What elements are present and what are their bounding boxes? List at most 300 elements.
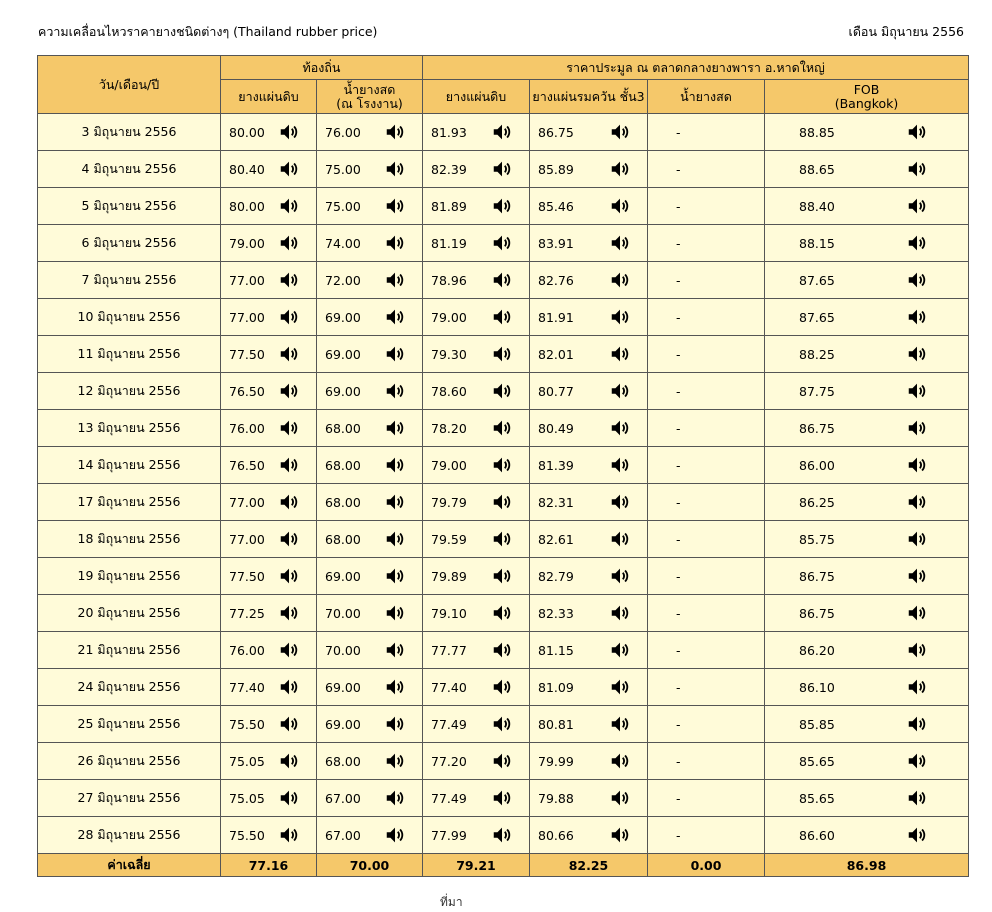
speaker-icon[interactable] <box>384 787 406 809</box>
local-sheet-cell-value: 80.40 <box>229 161 265 177</box>
fob-cell <box>765 484 969 521</box>
speaker-icon[interactable] <box>384 528 406 550</box>
local-sheet-cell-value: 77.50 <box>229 346 265 362</box>
auction-latex-cell-value: - <box>676 420 681 436</box>
auction-latex-cell-value: - <box>676 605 681 621</box>
local-latex-cell <box>317 558 423 595</box>
speaker-icon[interactable] <box>384 158 406 180</box>
speaker-icon[interactable] <box>491 195 513 217</box>
local-sheet-cell <box>221 780 317 817</box>
speaker-icon[interactable] <box>609 306 631 328</box>
fob-cell-value: 86.25 <box>799 494 835 510</box>
table-row <box>38 484 969 521</box>
speaker-icon[interactable] <box>278 232 300 254</box>
auction-sheet-cell <box>423 151 530 188</box>
local-latex-cell-value: 69.00 <box>325 568 361 584</box>
speaker-icon[interactable] <box>491 306 513 328</box>
auction-rss3-cell <box>530 336 648 373</box>
speaker-icon[interactable] <box>491 343 513 365</box>
local-sheet-cell <box>221 410 317 447</box>
speaker-icon[interactable] <box>278 269 300 291</box>
speaker-icon[interactable] <box>906 417 928 439</box>
local-latex-cell-value: 75.00 <box>325 161 361 177</box>
average-row <box>38 854 969 877</box>
table-row <box>38 669 969 706</box>
speaker-icon[interactable] <box>609 602 631 624</box>
fob-cell <box>765 743 969 780</box>
auction-rss3-cell-value: 81.15 <box>538 642 574 658</box>
auction-sheet-cell-value: 79.00 <box>431 457 467 473</box>
auction-rss3-cell <box>530 595 648 632</box>
local-latex-cell-value: 69.00 <box>325 716 361 732</box>
speaker-icon[interactable] <box>384 232 406 254</box>
header-fob-line1: FOB <box>853 81 880 97</box>
fob-cell-value: 86.60 <box>799 827 835 843</box>
speaker-icon[interactable] <box>278 491 300 513</box>
local-latex-cell-value: 67.00 <box>325 790 361 806</box>
auction-sheet-cell <box>423 706 530 743</box>
local-latex-cell <box>317 225 423 262</box>
speaker-icon[interactable] <box>906 121 928 143</box>
auction-latex-cell-value: - <box>676 753 681 769</box>
speaker-icon[interactable] <box>491 491 513 513</box>
speaker-icon[interactable] <box>278 343 300 365</box>
fob-cell <box>765 262 969 299</box>
speaker-icon[interactable] <box>384 676 406 698</box>
speaker-icon[interactable] <box>278 195 300 217</box>
speaker-icon[interactable] <box>906 676 928 698</box>
auction-latex-cell <box>648 706 765 743</box>
header-fob <box>765 80 969 114</box>
table-row <box>38 373 969 410</box>
auction-latex-cell <box>648 114 765 151</box>
auction-rss3-cell-value: 82.79 <box>538 568 574 584</box>
speaker-icon[interactable] <box>278 528 300 550</box>
auction-latex-cell <box>648 632 765 669</box>
local-sheet-cell <box>221 225 317 262</box>
speaker-icon[interactable] <box>906 713 928 735</box>
fob-cell-value: 88.65 <box>799 161 835 177</box>
auction-sheet-cell <box>423 410 530 447</box>
row-date: 12 มิถุนายน 2556 <box>38 373 221 410</box>
speaker-icon[interactable] <box>384 824 406 846</box>
local-latex-cell <box>317 484 423 521</box>
speaker-icon[interactable] <box>278 602 300 624</box>
auction-latex-cell-value: - <box>676 346 681 362</box>
average-auction-rss3: 82.25 <box>530 854 648 877</box>
auction-latex-cell <box>648 262 765 299</box>
auction-latex-cell-value: - <box>676 383 681 399</box>
fob-cell <box>765 114 969 151</box>
auction-latex-cell-value: - <box>676 679 681 695</box>
fob-cell <box>765 373 969 410</box>
header-local-latex <box>317 80 423 114</box>
speaker-icon[interactable] <box>609 824 631 846</box>
speaker-icon[interactable] <box>491 158 513 180</box>
speaker-icon[interactable] <box>491 565 513 587</box>
auction-rss3-cell-value: 82.01 <box>538 346 574 362</box>
speaker-icon[interactable] <box>609 195 631 217</box>
header-fob-line2: (Bangkok) <box>834 95 899 111</box>
fob-cell-value: 85.65 <box>799 753 835 769</box>
average-local-sheet: 77.16 <box>221 854 317 877</box>
speaker-icon[interactable] <box>384 343 406 365</box>
speaker-icon[interactable] <box>384 602 406 624</box>
table-row <box>38 225 969 262</box>
speaker-icon[interactable] <box>278 158 300 180</box>
local-latex-cell-value: 68.00 <box>325 494 361 510</box>
fob-cell-value: 88.15 <box>799 235 835 251</box>
speaker-icon[interactable] <box>609 676 631 698</box>
local-latex-cell-value: 69.00 <box>325 309 361 325</box>
local-sheet-cell <box>221 669 317 706</box>
header-auction-rss3: ยางแผ่นรมควัน ชั้น3 <box>530 80 648 114</box>
speaker-icon[interactable] <box>491 713 513 735</box>
local-sheet-cell-value: 75.50 <box>229 827 265 843</box>
speaker-icon[interactable] <box>906 380 928 402</box>
speaker-icon[interactable] <box>609 269 631 291</box>
auction-sheet-cell-value: 78.20 <box>431 420 467 436</box>
local-latex-cell <box>317 780 423 817</box>
speaker-icon[interactable] <box>278 454 300 476</box>
fob-cell <box>765 521 969 558</box>
auction-rss3-cell-value: 86.75 <box>538 124 574 140</box>
table-row <box>38 632 969 669</box>
speaker-icon[interactable] <box>609 528 631 550</box>
speaker-icon[interactable] <box>491 232 513 254</box>
speaker-icon[interactable] <box>491 417 513 439</box>
speaker-icon[interactable] <box>609 491 631 513</box>
local-sheet-cell-value: 75.05 <box>229 753 265 769</box>
auction-sheet-cell-value: 77.49 <box>431 716 467 732</box>
table-row <box>38 299 969 336</box>
speaker-icon[interactable] <box>384 195 406 217</box>
fob-cell-value: 86.20 <box>799 642 835 658</box>
row-date: 27 มิถุนายน 2556 <box>38 780 221 817</box>
table-row <box>38 447 969 484</box>
auction-rss3-cell <box>530 410 648 447</box>
local-sheet-cell-value: 80.00 <box>229 198 265 214</box>
speaker-icon[interactable] <box>278 750 300 772</box>
speaker-icon[interactable] <box>278 676 300 698</box>
local-sheet-cell-value: 77.00 <box>229 494 265 510</box>
speaker-icon[interactable] <box>609 787 631 809</box>
local-sheet-cell-value: 77.00 <box>229 531 265 547</box>
auction-sheet-cell <box>423 669 530 706</box>
fob-cell-value: 85.65 <box>799 790 835 806</box>
auction-rss3-cell-value: 80.77 <box>538 383 574 399</box>
auction-sheet-cell-value: 78.60 <box>431 383 467 399</box>
speaker-icon[interactable] <box>906 232 928 254</box>
fob-cell-value: 85.75 <box>799 531 835 547</box>
fob-cell-value: 87.65 <box>799 272 835 288</box>
average-local-latex: 70.00 <box>317 854 423 877</box>
auction-sheet-cell <box>423 299 530 336</box>
speaker-icon[interactable] <box>384 750 406 772</box>
auction-sheet-cell-value: 77.20 <box>431 753 467 769</box>
auction-latex-cell <box>648 817 765 854</box>
speaker-icon[interactable] <box>384 713 406 735</box>
auction-latex-cell-value: - <box>676 716 681 732</box>
table-row <box>38 595 969 632</box>
speaker-icon[interactable] <box>491 454 513 476</box>
local-latex-cell-value: 68.00 <box>325 457 361 473</box>
speaker-icon[interactable] <box>906 158 928 180</box>
auction-latex-cell-value: - <box>676 568 681 584</box>
auction-rss3-cell <box>530 817 648 854</box>
speaker-icon[interactable] <box>906 269 928 291</box>
fob-cell <box>765 299 969 336</box>
row-date: 4 มิถุนายน 2556 <box>38 151 221 188</box>
local-latex-cell <box>317 299 423 336</box>
speaker-icon[interactable] <box>384 380 406 402</box>
speaker-icon[interactable] <box>384 306 406 328</box>
speaker-icon[interactable] <box>384 454 406 476</box>
auction-sheet-cell <box>423 632 530 669</box>
speaker-icon[interactable] <box>491 676 513 698</box>
speaker-icon[interactable] <box>491 121 513 143</box>
speaker-icon[interactable] <box>609 713 631 735</box>
auction-rss3-cell-value: 82.33 <box>538 605 574 621</box>
speaker-icon[interactable] <box>278 713 300 735</box>
auction-rss3-cell-value: 80.81 <box>538 716 574 732</box>
auction-latex-cell <box>648 373 765 410</box>
auction-sheet-cell-value: 78.96 <box>431 272 467 288</box>
auction-rss3-cell <box>530 188 648 225</box>
auction-latex-cell <box>648 336 765 373</box>
auction-sheet-cell-value: 77.40 <box>431 679 467 695</box>
local-latex-cell <box>317 706 423 743</box>
table-row <box>38 262 969 299</box>
row-date: 14 มิถุนายน 2556 <box>38 447 221 484</box>
auction-latex-cell-value: - <box>676 642 681 658</box>
local-latex-cell <box>317 373 423 410</box>
fob-cell-value: 86.75 <box>799 605 835 621</box>
row-date: 17 มิถุนายน 2556 <box>38 484 221 521</box>
speaker-icon[interactable] <box>609 343 631 365</box>
rubber-price-table <box>37 55 969 877</box>
speaker-icon[interactable] <box>906 306 928 328</box>
local-latex-cell <box>317 632 423 669</box>
speaker-icon[interactable] <box>491 639 513 661</box>
speaker-icon[interactable] <box>906 343 928 365</box>
speaker-icon[interactable] <box>906 454 928 476</box>
fob-cell <box>765 669 969 706</box>
speaker-icon[interactable] <box>278 639 300 661</box>
auction-rss3-cell <box>530 484 648 521</box>
local-sheet-cell <box>221 336 317 373</box>
row-date: 18 มิถุนายน 2556 <box>38 521 221 558</box>
auction-rss3-cell <box>530 632 648 669</box>
local-latex-cell <box>317 114 423 151</box>
speaker-icon[interactable] <box>278 380 300 402</box>
local-sheet-cell-value: 75.50 <box>229 716 265 732</box>
local-sheet-cell-value: 76.50 <box>229 457 265 473</box>
local-latex-cell-value: 75.00 <box>325 198 361 214</box>
local-sheet-cell-value: 77.00 <box>229 309 265 325</box>
speaker-icon[interactable] <box>609 121 631 143</box>
table-row <box>38 743 969 780</box>
fob-cell-value: 88.25 <box>799 346 835 362</box>
auction-rss3-cell <box>530 151 648 188</box>
speaker-icon[interactable] <box>906 750 928 772</box>
auction-latex-cell-value: - <box>676 494 681 510</box>
fob-cell <box>765 595 969 632</box>
auction-sheet-cell <box>423 447 530 484</box>
auction-sheet-cell <box>423 817 530 854</box>
source-note: ที่มา <box>440 895 463 909</box>
local-sheet-cell <box>221 706 317 743</box>
fob-cell <box>765 780 969 817</box>
local-latex-cell-value: 69.00 <box>325 679 361 695</box>
local-latex-cell <box>317 188 423 225</box>
local-sheet-cell <box>221 484 317 521</box>
local-latex-cell-value: 70.00 <box>325 605 361 621</box>
auction-rss3-cell-value: 80.49 <box>538 420 574 436</box>
speaker-icon[interactable] <box>906 491 928 513</box>
speaker-icon[interactable] <box>906 787 928 809</box>
table-row <box>38 410 969 447</box>
auction-rss3-cell-value: 83.91 <box>538 235 574 251</box>
local-latex-cell-value: 76.00 <box>325 124 361 140</box>
row-date: 24 มิถุนายน 2556 <box>38 669 221 706</box>
speaker-icon[interactable] <box>491 380 513 402</box>
average-auction-latex: 0.00 <box>648 854 765 877</box>
fob-cell-value: 86.00 <box>799 457 835 473</box>
auction-rss3-cell <box>530 669 648 706</box>
row-date: 28 มิถุนายน 2556 <box>38 817 221 854</box>
fob-cell <box>765 188 969 225</box>
speaker-icon[interactable] <box>609 417 631 439</box>
auction-sheet-cell-value: 79.10 <box>431 605 467 621</box>
auction-rss3-cell-value: 82.31 <box>538 494 574 510</box>
row-date: 11 มิถุนายน 2556 <box>38 336 221 373</box>
speaker-icon[interactable] <box>384 121 406 143</box>
local-latex-cell <box>317 521 423 558</box>
header-local-group: ท้องถิ่น <box>221 56 423 80</box>
speaker-icon[interactable] <box>906 565 928 587</box>
speaker-icon[interactable] <box>609 565 631 587</box>
fob-cell-value: 86.10 <box>799 679 835 695</box>
speaker-icon[interactable] <box>278 417 300 439</box>
auction-latex-cell-value: - <box>676 531 681 547</box>
auction-latex-cell <box>648 780 765 817</box>
speaker-icon[interactable] <box>384 417 406 439</box>
speaker-icon[interactable] <box>609 639 631 661</box>
auction-latex-cell-value: - <box>676 161 681 177</box>
local-latex-cell-value: 70.00 <box>325 642 361 658</box>
local-latex-cell <box>317 336 423 373</box>
auction-sheet-cell <box>423 558 530 595</box>
auction-sheet-cell <box>423 595 530 632</box>
local-latex-cell <box>317 410 423 447</box>
auction-sheet-cell <box>423 114 530 151</box>
auction-sheet-cell-value: 79.30 <box>431 346 467 362</box>
speaker-icon[interactable] <box>491 787 513 809</box>
table-row <box>38 780 969 817</box>
local-latex-cell-value: 68.00 <box>325 753 361 769</box>
page-title: ความเคลื่อนไหวราคายางชนิดต่างๆ (Thailand rubber price) <box>38 24 378 39</box>
auction-rss3-cell <box>530 743 648 780</box>
auction-rss3-cell-value: 80.66 <box>538 827 574 843</box>
auction-rss3-cell-value: 81.39 <box>538 457 574 473</box>
table-row <box>38 151 969 188</box>
speaker-icon[interactable] <box>609 158 631 180</box>
average-auction-sheet: 79.21 <box>423 854 530 877</box>
auction-latex-cell-value: - <box>676 457 681 473</box>
speaker-icon[interactable] <box>906 602 928 624</box>
auction-latex-cell-value: - <box>676 827 681 843</box>
speaker-icon[interactable] <box>609 380 631 402</box>
header-local-latex-line2: (ณ โรงงาน) <box>336 95 403 111</box>
auction-rss3-cell <box>530 706 648 743</box>
auction-rss3-cell <box>530 114 648 151</box>
local-sheet-cell-value: 77.00 <box>229 272 265 288</box>
speaker-icon[interactable] <box>906 639 928 661</box>
local-sheet-cell-value: 76.00 <box>229 642 265 658</box>
header-local-sheet: ยางแผ่นดิบ <box>221 80 317 114</box>
speaker-icon[interactable] <box>491 269 513 291</box>
row-date: 6 มิถุนายน 2556 <box>38 225 221 262</box>
auction-latex-cell <box>648 151 765 188</box>
auction-latex-cell <box>648 558 765 595</box>
average-fob: 86.98 <box>765 854 969 877</box>
local-sheet-cell <box>221 114 317 151</box>
speaker-icon[interactable] <box>384 269 406 291</box>
row-date: 21 มิถุนายน 2556 <box>38 632 221 669</box>
table-row <box>38 706 969 743</box>
speaker-icon[interactable] <box>609 232 631 254</box>
speaker-icon[interactable] <box>384 491 406 513</box>
header-auction-latex: น้ำยางสด <box>648 80 765 114</box>
speaker-icon[interactable] <box>491 824 513 846</box>
auction-sheet-cell-value: 77.49 <box>431 790 467 806</box>
local-latex-cell-value: 69.00 <box>325 346 361 362</box>
auction-rss3-cell <box>530 521 648 558</box>
auction-sheet-cell <box>423 336 530 373</box>
speaker-icon[interactable] <box>491 750 513 772</box>
speaker-icon[interactable] <box>609 454 631 476</box>
speaker-icon[interactable] <box>278 824 300 846</box>
table-row <box>38 336 969 373</box>
auction-sheet-cell-value: 77.99 <box>431 827 467 843</box>
fob-cell <box>765 336 969 373</box>
auction-sheet-cell-value: 79.79 <box>431 494 467 510</box>
local-sheet-cell <box>221 558 317 595</box>
auction-sheet-cell-value: 81.89 <box>431 198 467 214</box>
header-auction-sheet: ยางแผ่นดิบ <box>423 80 530 114</box>
speaker-icon[interactable] <box>278 565 300 587</box>
auction-sheet-cell-value: 79.59 <box>431 531 467 547</box>
speaker-icon[interactable] <box>491 602 513 624</box>
auction-latex-cell <box>648 299 765 336</box>
speaker-icon[interactable] <box>278 121 300 143</box>
speaker-icon[interactable] <box>384 639 406 661</box>
row-date: 5 มิถุนายน 2556 <box>38 188 221 225</box>
speaker-icon[interactable] <box>609 750 631 772</box>
speaker-icon[interactable] <box>906 824 928 846</box>
speaker-icon[interactable] <box>906 195 928 217</box>
speaker-icon[interactable] <box>384 565 406 587</box>
speaker-icon[interactable] <box>906 528 928 550</box>
row-date: 10 มิถุนายน 2556 <box>38 299 221 336</box>
local-sheet-cell <box>221 447 317 484</box>
speaker-icon[interactable] <box>278 787 300 809</box>
auction-rss3-cell <box>530 780 648 817</box>
speaker-icon[interactable] <box>278 306 300 328</box>
speaker-icon[interactable] <box>491 528 513 550</box>
month-label: เดือน มิถุนายน 2556 <box>848 24 964 39</box>
